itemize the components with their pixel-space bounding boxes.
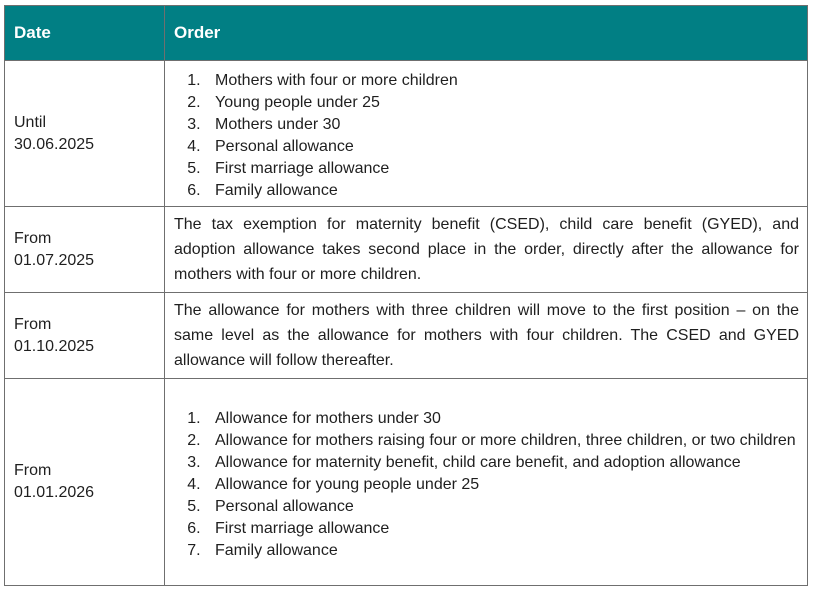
date-label: From (14, 315, 52, 333)
date-value: 01.07.2025 (14, 251, 95, 269)
order-list (165, 61, 807, 206)
list-item: 1. Allowance for mothers under 30 (205, 408, 797, 430)
list-item: 4. Allowance for young people under 25 (205, 474, 797, 496)
table-row (5, 379, 808, 586)
date-label: From (14, 462, 52, 479)
order-cell (165, 61, 808, 207)
allowance-order-table (4, 5, 808, 586)
order-cell (165, 293, 808, 379)
header-order: Order (165, 6, 808, 61)
date-cell (5, 379, 165, 586)
date-value: 30.06.2025 (14, 135, 95, 153)
list-item: 3. Mothers under 30 (205, 114, 797, 136)
table-row (5, 293, 808, 379)
date-cell (5, 61, 165, 207)
header-date: Date (5, 6, 165, 61)
list-item: 2. Young people under 25 (205, 92, 797, 114)
table-row (5, 207, 808, 293)
table-row (5, 61, 808, 207)
table-header-row (5, 6, 808, 61)
date-cell (5, 207, 165, 293)
date-label: From (14, 229, 52, 247)
list-item: 2. Allowance for mothers raising four or more children, three children, or two children (205, 430, 797, 452)
list-item: 5. Personal allowance (205, 496, 797, 518)
order-list (165, 399, 807, 566)
list-item: 3. Allowance for maternity benefit, child care benefit, and adoption allowance (205, 452, 797, 474)
list-item: 6. Family allowance (205, 180, 797, 202)
list-item: 6. First marriage allowance (205, 518, 797, 540)
date-value: 01.01.2026 (14, 484, 95, 501)
date-label: Until (14, 113, 47, 131)
order-description: The tax exemption for maternity benefit (CSED), child care benefit (GYED), and adoption allowance takes second place in the order, directly after the allowance for mothers with four or more children. (174, 216, 799, 283)
order-cell (165, 207, 808, 293)
date-cell (5, 293, 165, 379)
date-value: 01.10.2025 (14, 337, 95, 355)
order-cell (165, 379, 808, 586)
list-item: 5. First marriage allowance (205, 158, 797, 180)
list-item: 7. Family allowance (205, 540, 797, 562)
list-item: 4. Personal allowance (205, 136, 797, 158)
list-item: 1. Mothers with four or more children (205, 70, 797, 92)
order-description: The allowance for mothers with three children will move to the first position – on the same level as the allowance for mothers with four children. The CSED and GYED allowance will follow thereafter. (174, 302, 799, 369)
